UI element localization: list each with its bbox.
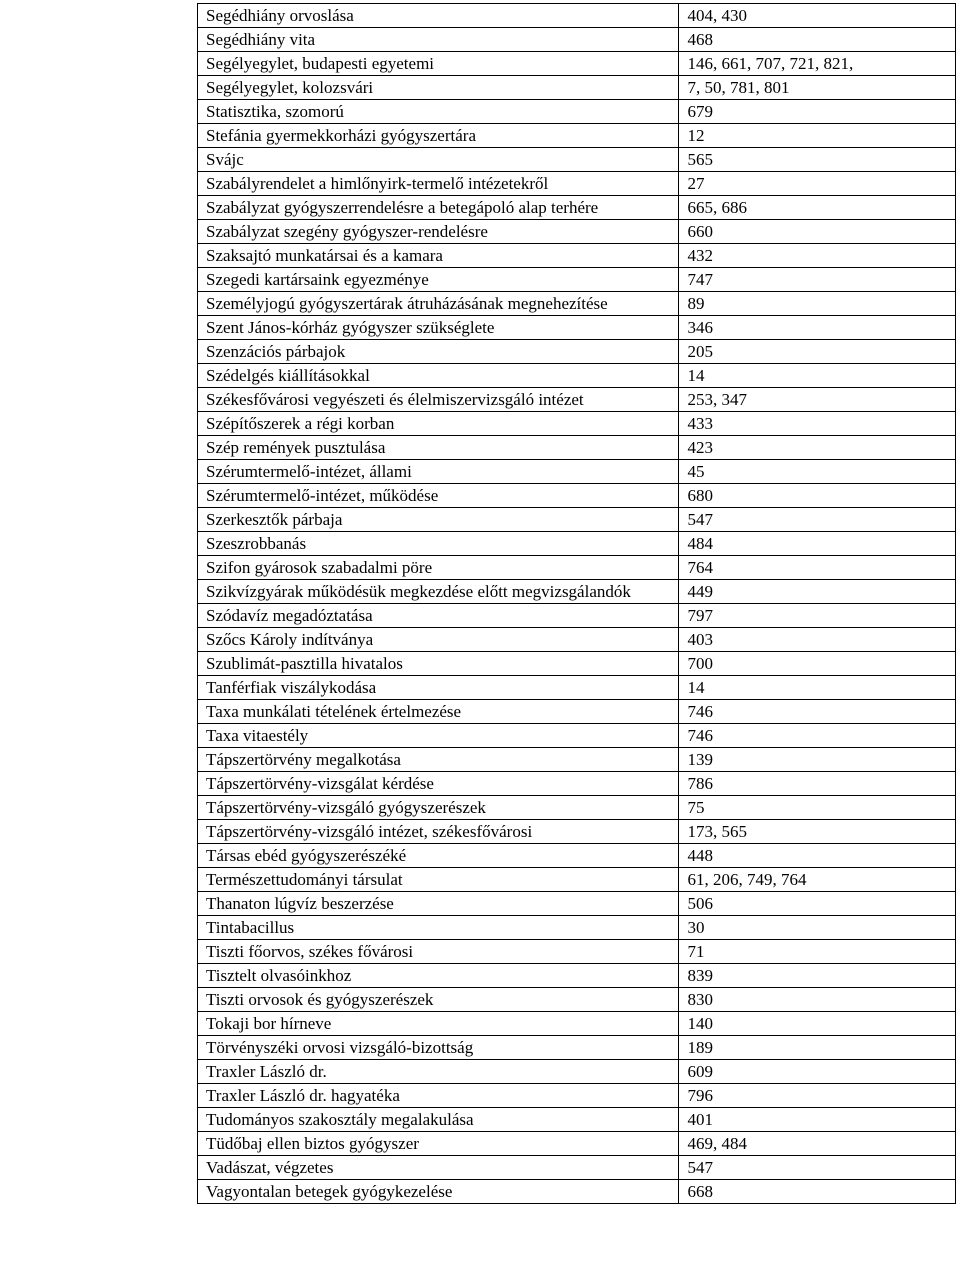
index-entry: Szublimát-pasztilla hivatalos xyxy=(198,652,679,676)
index-entry: Segélyegylet, budapesti egyetemi xyxy=(198,52,679,76)
index-entry: Szép remények pusztulása xyxy=(198,436,679,460)
index-entry: Szikvízgyárak működésük megkezdése előtt megvizsgálandók xyxy=(198,580,679,604)
table-row xyxy=(198,580,956,604)
index-entry: Szabályrendelet a himlőnyirk-termelő intézetekről xyxy=(198,172,679,196)
index-pages: 786 xyxy=(679,772,956,796)
table-row xyxy=(198,772,956,796)
index-pages: 448 xyxy=(679,844,956,868)
index-pages: 565 xyxy=(679,148,956,172)
index-pages: 205 xyxy=(679,340,956,364)
index-entry: Traxler László dr. hagyatéka xyxy=(198,1084,679,1108)
index-entry: Statisztika, szomorú xyxy=(198,100,679,124)
index-pages: 403 xyxy=(679,628,956,652)
index-entry: Thanaton lúgvíz beszerzése xyxy=(198,892,679,916)
index-pages: 404, 430 xyxy=(679,4,956,28)
table-row xyxy=(198,484,956,508)
index-entry: Svájc xyxy=(198,148,679,172)
index-entry: Szent János-kórház gyógyszer szükséglete xyxy=(198,316,679,340)
table-row xyxy=(198,988,956,1012)
index-entry: Tápszertörvény megalkotása xyxy=(198,748,679,772)
table-row xyxy=(198,388,956,412)
index-entry: Társas ebéd gyógyszerészéké xyxy=(198,844,679,868)
table-row xyxy=(198,676,956,700)
index-body xyxy=(198,4,956,1204)
index-pages: 679 xyxy=(679,100,956,124)
index-pages: 830 xyxy=(679,988,956,1012)
index-entry: Tanférfiak viszálykodása xyxy=(198,676,679,700)
index-entry: Szeszrobbanás xyxy=(198,532,679,556)
table-row xyxy=(198,124,956,148)
index-pages: 668 xyxy=(679,1180,956,1204)
index-entry: Szőcs Károly indítványa xyxy=(198,628,679,652)
index-entry: Tiszti főorvos, székes fővárosi xyxy=(198,940,679,964)
index-entry: Taxa vitaestély xyxy=(198,724,679,748)
index-pages: 796 xyxy=(679,1084,956,1108)
table-row xyxy=(198,1108,956,1132)
index-entry: Stefánia gyermekkorházi gyógyszertára xyxy=(198,124,679,148)
index-entry: Tokaji bor hírneve xyxy=(198,1012,679,1036)
table-row xyxy=(198,1132,956,1156)
index-entry: Tudományos szakosztály megalakulása xyxy=(198,1108,679,1132)
index-entry: Természettudományi társulat xyxy=(198,868,679,892)
index-entry: Szérumtermelő-intézet, állami xyxy=(198,460,679,484)
table-row xyxy=(198,460,956,484)
index-entry: Szérumtermelő-intézet, működése xyxy=(198,484,679,508)
table-row xyxy=(198,412,956,436)
table-row xyxy=(198,1012,956,1036)
table-row xyxy=(198,244,956,268)
table-row xyxy=(198,700,956,724)
index-entry: Tápszertörvény-vizsgáló intézet, székesfővárosi xyxy=(198,820,679,844)
index-entry: Tápszertörvény-vizsgáló gyógyszerészek xyxy=(198,796,679,820)
index-pages: 680 xyxy=(679,484,956,508)
table-row xyxy=(198,220,956,244)
table-row xyxy=(198,1180,956,1204)
table-row xyxy=(198,628,956,652)
index-entry: Szerkesztők párbaja xyxy=(198,508,679,532)
index-pages: 75 xyxy=(679,796,956,820)
index-pages: 14 xyxy=(679,676,956,700)
index-pages: 547 xyxy=(679,1156,956,1180)
index-pages: 746 xyxy=(679,724,956,748)
index-pages: 764 xyxy=(679,556,956,580)
table-row xyxy=(198,1156,956,1180)
index-pages: 61, 206, 749, 764 xyxy=(679,868,956,892)
index-pages: 12 xyxy=(679,124,956,148)
index-pages: 173, 565 xyxy=(679,820,956,844)
table-row xyxy=(198,652,956,676)
index-entry: Vadászat, végzetes xyxy=(198,1156,679,1180)
index-pages: 468 xyxy=(679,28,956,52)
index-pages: 139 xyxy=(679,748,956,772)
table-row xyxy=(198,1060,956,1084)
index-pages: 609 xyxy=(679,1060,956,1084)
index-pages: 797 xyxy=(679,604,956,628)
table-row xyxy=(198,892,956,916)
table-row xyxy=(198,364,956,388)
table-row xyxy=(198,1084,956,1108)
table-row xyxy=(198,820,956,844)
index-pages: 433 xyxy=(679,412,956,436)
table-row xyxy=(198,604,956,628)
index-pages: 346 xyxy=(679,316,956,340)
table-row xyxy=(198,1036,956,1060)
index-pages: 30 xyxy=(679,916,956,940)
table-row xyxy=(198,436,956,460)
index-entry: Tüdőbaj ellen biztos gyógyszer xyxy=(198,1132,679,1156)
table-row xyxy=(198,532,956,556)
index-pages: 547 xyxy=(679,508,956,532)
table-row xyxy=(198,844,956,868)
index-entry: Segédhiány orvoslása xyxy=(198,4,679,28)
index-pages: 506 xyxy=(679,892,956,916)
index-entry: Szabályzat szegény gyógyszer-rendelésre xyxy=(198,220,679,244)
table-row xyxy=(198,292,956,316)
index-entry: Szenzációs párbajok xyxy=(198,340,679,364)
table-row xyxy=(198,52,956,76)
index-pages: 146, 661, 707, 721, 821, xyxy=(679,52,956,76)
index-pages: 140 xyxy=(679,1012,956,1036)
index-pages: 253, 347 xyxy=(679,388,956,412)
table-row xyxy=(198,916,956,940)
index-entry: Szépítőszerek a régi korban xyxy=(198,412,679,436)
index-pages: 660 xyxy=(679,220,956,244)
index-entry: Segédhiány vita xyxy=(198,28,679,52)
index-entry: Taxa munkálati tételének értelmezése xyxy=(198,700,679,724)
table-row xyxy=(198,172,956,196)
table-row xyxy=(198,940,956,964)
index-entry: Tisztelt olvasóinkhoz xyxy=(198,964,679,988)
table-row xyxy=(198,268,956,292)
index-entry: Szifon gyárosok szabadalmi pöre xyxy=(198,556,679,580)
index-pages: 189 xyxy=(679,1036,956,1060)
index-pages: 7, 50, 781, 801 xyxy=(679,76,956,100)
index-pages: 469, 484 xyxy=(679,1132,956,1156)
index-entry: Törvényszéki orvosi vizsgáló-bizottság xyxy=(198,1036,679,1060)
index-pages: 839 xyxy=(679,964,956,988)
index-pages: 45 xyxy=(679,460,956,484)
table-row xyxy=(198,28,956,52)
index-pages: 746 xyxy=(679,700,956,724)
index-pages: 747 xyxy=(679,268,956,292)
table-row xyxy=(198,316,956,340)
index-entry: Személyjogú gyógyszertárak átruházásának megnehezítése xyxy=(198,292,679,316)
index-pages: 432 xyxy=(679,244,956,268)
table-row xyxy=(198,748,956,772)
index-entry: Szédelgés kiállításokkal xyxy=(198,364,679,388)
table-row xyxy=(198,556,956,580)
index-entry: Székesfővárosi vegyészeti és élelmiszervizsgáló intézet xyxy=(198,388,679,412)
index-pages: 665, 686 xyxy=(679,196,956,220)
table-row xyxy=(198,796,956,820)
index-pages: 700 xyxy=(679,652,956,676)
index-entry: Szabályzat gyógyszerrendelésre a betegápoló alap terhére xyxy=(198,196,679,220)
table-row xyxy=(198,76,956,100)
index-pages: 423 xyxy=(679,436,956,460)
index-entry: Szódavíz megadóztatása xyxy=(198,604,679,628)
index-entry: Segélyegylet, kolozsvári xyxy=(198,76,679,100)
index-pages: 89 xyxy=(679,292,956,316)
index-pages: 401 xyxy=(679,1108,956,1132)
index-table xyxy=(197,3,956,1204)
table-row xyxy=(198,196,956,220)
table-row xyxy=(198,724,956,748)
index-entry: Tintabacillus xyxy=(198,916,679,940)
table-row xyxy=(198,4,956,28)
table-row xyxy=(198,148,956,172)
index-entry: Szaksajtó munkatársai és a kamara xyxy=(198,244,679,268)
index-pages: 27 xyxy=(679,172,956,196)
index-pages: 449 xyxy=(679,580,956,604)
index-entry: Szegedi kartársaink egyezménye xyxy=(198,268,679,292)
table-row xyxy=(198,508,956,532)
index-entry: Traxler László dr. xyxy=(198,1060,679,1084)
index-pages: 484 xyxy=(679,532,956,556)
table-row xyxy=(198,868,956,892)
index-entry: Tápszertörvény-vizsgálat kérdése xyxy=(198,772,679,796)
table-row xyxy=(198,964,956,988)
index-entry: Vagyontalan betegek gyógykezelése xyxy=(198,1180,679,1204)
index-pages: 14 xyxy=(679,364,956,388)
index-pages: 71 xyxy=(679,940,956,964)
table-row xyxy=(198,340,956,364)
index-entry: Tiszti orvosok és gyógyszerészek xyxy=(198,988,679,1012)
table-row xyxy=(198,100,956,124)
